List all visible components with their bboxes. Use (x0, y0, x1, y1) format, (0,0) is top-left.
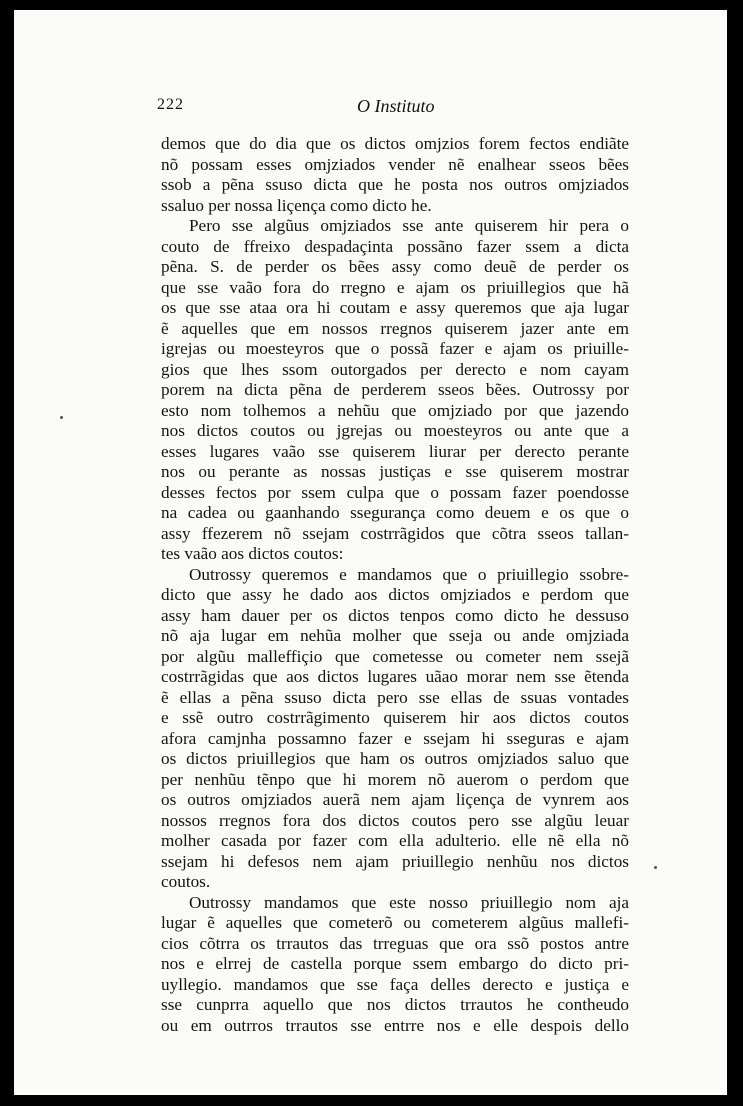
text-line: Pero sse algũus omjziados sse ante quiserem hir pera o (189, 216, 629, 235)
text-line: os dictos priuillegios que ham os outros omjziados saluo que (161, 749, 629, 768)
text-line: assy ham dauer per os dictos tenpos como dicto he dessuso (161, 605, 629, 625)
text-line: Outrossy queremos e mandamos que o priuillegio ssobre- (189, 564, 629, 584)
text-line: porem na dicta pẽna de perderem sseos bẽes. Outrossy por (161, 380, 629, 399)
text-line: que sse vaão fora do rregno e ajam os priuillegios que hã (161, 277, 629, 297)
text-line: afora camjnha possamno fazer e ssejam hi sseguras e ajam (161, 728, 629, 748)
text-line: dicto que assy he dado aos dictos omjziados e perdom que (161, 585, 629, 604)
text-line: igrejas ou moesteyros que o possã fazer e ajam os priuille- (161, 339, 629, 358)
text-line: ẽ aquelles que em nossos rregnos quiserem jazer ante em (161, 318, 629, 338)
text-line: esses lugares vaão sse quiserem liurar per derecto perante (161, 441, 629, 461)
paragraph (161, 565, 629, 893)
page (14, 10, 727, 1095)
body-text (161, 134, 629, 1036)
text-line: por algũu malleffiçio que cometesse ou cometer nem ssejã (161, 646, 629, 666)
paragraph (161, 216, 629, 565)
text-line: gios que lhes ssom outorgados per derecto e nom cayam (161, 359, 629, 379)
text-line: e ssẽ outro costrrãgimento quiserem hir aos dictos coutos (161, 708, 629, 727)
text-line: Outrossy mandamos que este nosso priuillegio nom aja (189, 892, 629, 912)
paragraph (161, 134, 629, 216)
text-line: couto de ffreixo despadaçinta possãno fazer ssem a dicta (161, 236, 629, 256)
text-line: pẽna. S. de perder os bẽes assy como deuẽ de perder os (161, 257, 629, 276)
paragraph (161, 893, 629, 1037)
text-line: uyllegio. mandamos que sse faça delles derecto e justiça e (161, 974, 629, 994)
text-line: tes vaão aos dictos coutos: (161, 544, 344, 563)
page-number: 222 (157, 96, 184, 113)
running-title: O Instituto (357, 96, 435, 116)
text-line: nõ possam esses omjziados vender nẽ enalhear sseos bẽes (161, 154, 629, 174)
text-line: assy ffezerem nõ ssejam costrrãgidos que cõtra sseos tallan- (161, 523, 629, 543)
text-line: ssob a pẽna ssuso dicta que he posta nos outros omjziados (161, 175, 629, 194)
text-line: nos ou perante as nossas justiças e sse quiserem mostrar (161, 462, 629, 481)
text-line: ou em outrros trrautos sse entrre nos e elle despois dello (161, 1015, 629, 1035)
text-line: esto nom tolhemos a nehũu que omjziado por que jazendo (161, 400, 629, 420)
text-line: nos e elrrej de castella porque ssem embargo do dicto pri- (161, 954, 629, 973)
text-line: nõ aja lugar em nehũa molher que sseja ou ande omjziada (161, 626, 629, 645)
print-speck (654, 866, 657, 869)
text-line: costrrãgidas que aos dictos lugares uãao morar nem sse ẽtenda (161, 667, 629, 686)
text-line: lugar ẽ aquelles que cometerõ ou cometerem algũus mallefi- (161, 913, 629, 932)
text-line: ssejam hi defesos nem ajam priuillegio nenhũu nos dictos (161, 851, 629, 871)
text-line: os que sse ataa ora hi coutam e assy queremos que aja lugar (161, 298, 629, 317)
print-speck (60, 416, 63, 419)
text-line: nossos rregnos fora dos dictos coutos pero sse algũu leuar (161, 810, 629, 830)
running-header (157, 96, 617, 122)
text-line: molher casada por fazer com ella adulterio. elle nẽ ella nõ (161, 831, 629, 850)
text-line: nos dictos coutos ou jgrejas ou moesteyros ou ante que a (161, 421, 629, 440)
text-line: per nenhũu tẽnpo que hi morem nõ auerom o perdom que (161, 769, 629, 789)
text-line: os outros omjziados auerã nem ajam liçença de vynrem aos (161, 790, 629, 809)
text-line: desses fectos por ssem culpa que o possam fazer poendosse (161, 482, 629, 502)
text-line: sse cunprra aquello que nos dictos trrautos he contheudo (161, 995, 629, 1014)
text-line: ẽ ellas a pẽna ssuso dicta pero sse ellas de ssuas vontades (161, 687, 629, 707)
text-line: na cadea ou gaanhando sseguranҫa como deuem e os que o (161, 503, 629, 522)
text-line: demos que do dia que os dictos omjzios forem fectos endiãte (161, 134, 629, 153)
text-line: cios cõtrra os trrautos das trreguas que ora ssõ postos antre (161, 933, 629, 953)
text-line: ssaluo per nossa liçença como dicto he. (161, 195, 432, 215)
text-line: coutos. (161, 872, 211, 891)
